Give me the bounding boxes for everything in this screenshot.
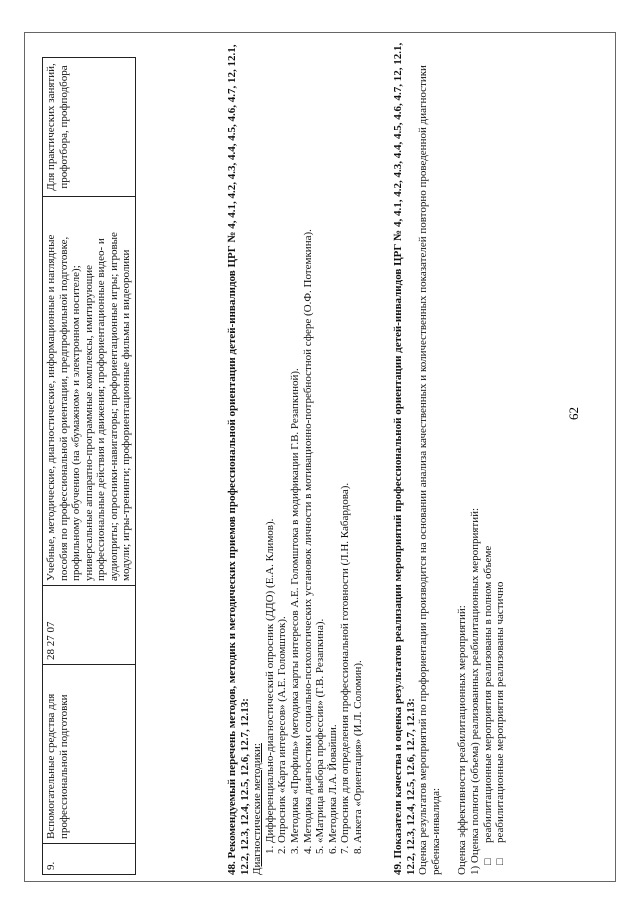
methods-list	[264, 25, 365, 875]
list-item: 1. Дифференциально-диагностический опросник (ДДО) (Е.А. Климов).	[264, 25, 277, 843]
checkbox-option: □ реабилитационные мероприятия реализованы в полном объеме	[482, 25, 495, 865]
list-item: 6. Методика Л.А. Йовайши.	[327, 25, 340, 843]
list-item: 7. Опросник для определения профессиональной готовности (Л.Н. Кабардова).	[339, 25, 352, 843]
equipment-table	[42, 57, 136, 875]
page-number: 62	[566, 407, 581, 420]
list-item: 2. Опросник «Карта интересов» (А.Е. Голомшток).	[276, 25, 289, 843]
options-list	[482, 25, 507, 875]
efficiency-title: Оценка эффективности реабилитационных мероприятий:	[456, 605, 469, 875]
list-item: 5. «Матрица выбора профессии» (Г.В. Резапкина).	[314, 25, 327, 843]
table-row	[43, 58, 136, 875]
section-49-intro: Оценка результатов мероприятий по профориентации производится на основании анализа качественных и количественных показателей повторно проведенной диагностики ребенка-инвалида:	[417, 65, 442, 875]
section-48-subheading: Диагностические методики:	[251, 743, 264, 875]
section-48	[226, 25, 365, 875]
efficiency-point: 1) Оценка полноты (объема) реализованных реабилитационных мероприятий:	[468, 507, 481, 875]
checkbox-option: □ реабилитационные мероприятия реализованы частично	[494, 25, 507, 865]
row-code: 28 27 07	[43, 586, 136, 665]
section-49	[392, 25, 507, 875]
list-item: 8. Анкета «Ориентация» (И.Л. Соломин).	[352, 25, 365, 843]
row-number: 9.	[43, 844, 136, 875]
section-49-heading: 49. Показатели качества и оценка результатов реализации мероприятий профессиональной ориентации детей-инвалидов ЦРГ № 4, 4.1, 4.2, 4.3, 4.4, 4.5, 4.6, 4.7, 12, 12.1, 12.2, 12.3, 12.4, 12.5, 12.6, 12.7, 12.13:	[392, 42, 417, 875]
row-name: Вспомогательные средства для профессиональной подготовки	[43, 665, 136, 844]
row-description: Учебные, методические, диагностические, информационные и наглядные пособия по профессиональной ориентации, предпрофильной подготовке, профильному обучению (на «бумажном» и электронном носителе); универсальные аппаратно-программные комплексы, имитирующие профессиональные действия и движения; профориентационные видео- и аудиоприты; опросники-навигаторы; профориентационные игры; игровые модули; игры-тренинги; профориентационные фильмы и видеоролики	[43, 197, 136, 586]
list-item: 3. Методика «Профиль» (методика карты интересов А.Е. Голомштока в модификации Г.В. Резапкиной).	[289, 25, 302, 843]
row-purpose: Для практических занятий, профотбора, профподбора	[43, 58, 136, 197]
section-48-heading: 48. Рекомендуемый перечень методов, методик и методических приемов профессиональной ориентации детей-инвалидов ЦРГ № 4, 4.1, 4.2, 4.3, 4.4, 4.5, 4.6, 4.7, 12, 12.1, 12.2, 12.3, 12.4, 12.5, 12.6, 12.7, 12.13:	[226, 44, 251, 875]
list-item: 4. Методика диагностики социально-психологических установок личности в мотивационно-потребностной сфере (О.Ф. Потемкина).	[302, 25, 315, 843]
